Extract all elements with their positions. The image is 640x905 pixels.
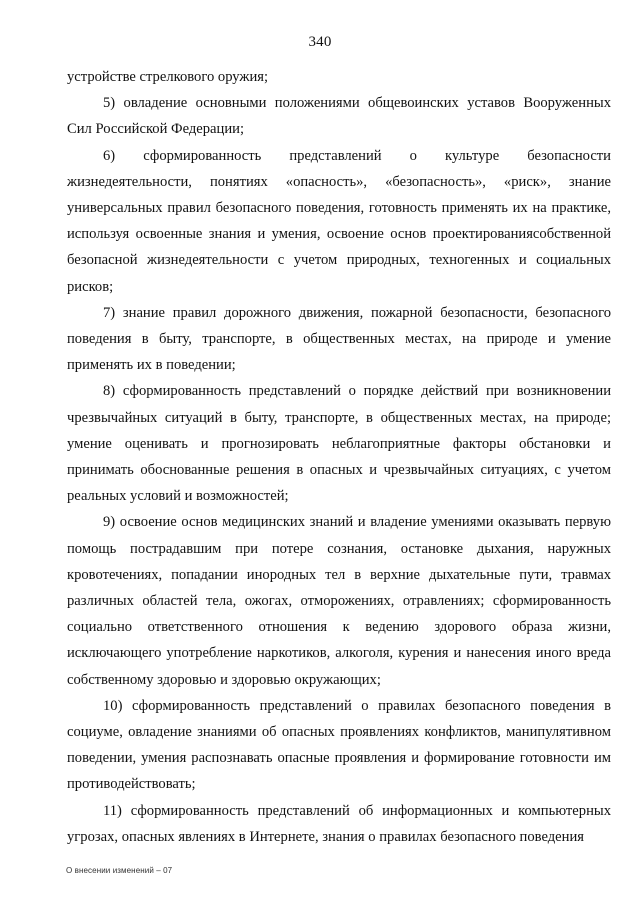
paragraph-item-11: 11) сформированность представлений об информационных и компьютерных угрозах, опасных явлениях в Интернете, знания о правилах безопасного поведения bbox=[67, 802, 611, 845]
paragraph-item-9: 9) освоение основ медицинских знаний и владение умениями оказывать первую помощь пострадавшим при потере сознания, остановке дыхания, наружных кровотечениях, попадании инородных тел в верхние дыхательные пути, травмах различных областей тела, ожогах, отморожениях, отравлениях; сформированность социально ответственного отношения к ведению здорового образа жизни, исключающего употребление наркотиков, алкоголя, курения и нанесения иного вреда собственному здоровью и здоровью окружающих; bbox=[67, 514, 611, 688]
paragraph-item-8: 8) сформированность представлений о порядке действий при возникновении чрезвычайных ситуаций в быту, транспорте, в общественных местах, на природе; умение оценивать и прогнозировать неблагоприятные факторы обстановки и принимать обоснованные решения в опасных и чрезвычайных ситуациях, с учетом реальных условий и возможностей; bbox=[67, 383, 611, 505]
paragraph-item-5: 5) овладение основными положениями общевоинских уставов Вооруженных Сил Российской Федерации; bbox=[67, 95, 611, 138]
footer-note: О внесении изменений – 07 bbox=[66, 866, 173, 875]
paragraph-item-10: 10) сформированность представлений о правилах безопасного поведения в социуме, овладение знаниями об опасных проявлениях конфликтов, манипулятивном поведении, умения распознавать опасные проявления и формирование готовности им противодействовать; bbox=[67, 697, 611, 793]
page-number: 340 bbox=[308, 34, 332, 50]
paragraph-continuation: устройстве стрелкового оружия; bbox=[67, 69, 269, 85]
paragraph-item-7: 7) знание правил дорожного движения, пожарной безопасности, безопасного поведения в быту, транспорте, в общественных местах, на природе и умение применять их в поведении; bbox=[67, 304, 611, 374]
paragraph-item-6: 6) сформированность представлений о культуре безопасности жизнедеятельности, понятиях «опасность», «безопасность», «риск», знание универсальных правил безопасного поведения, готовность применять их на практике, используя освоенные знания и умения, освоение основ проектированиясобственной безопасной жизнедеятельности с учетом природных, техногенных и социальных рисков; bbox=[67, 147, 611, 295]
document-body bbox=[67, 64, 611, 850]
